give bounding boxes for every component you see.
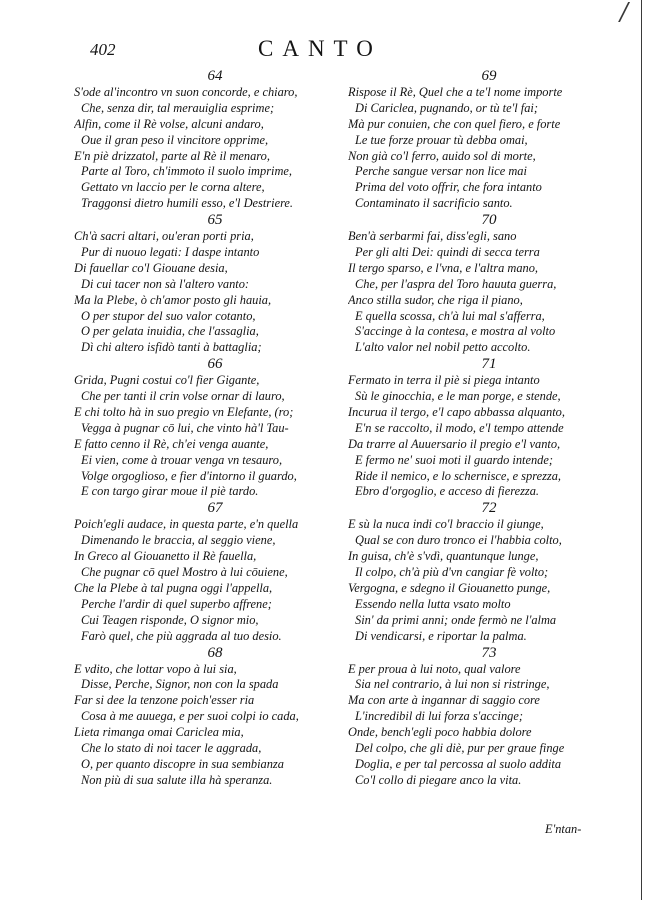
verse-line: Volge orgoglioso, e fier d'intorno il guardo, <box>81 468 297 483</box>
verse-line: Ch'à sacri altari, ou'eran porti pria, <box>74 229 254 244</box>
stanza-number: 71 <box>481 356 497 373</box>
verse-line: E fatto cenno il Rè, ch'ei venga auante, <box>74 436 269 451</box>
verse-line: Che, per l'aspra del Toro hauuta guerra, <box>355 276 557 291</box>
left-column <box>74 68 356 789</box>
verse-line: Che pugnar cō quel Mostro à lui cōuiene, <box>81 565 288 580</box>
verse-line: In Greco al Giouanetto il Rè fauella, <box>74 549 257 564</box>
verse-line: Pur di nuouo legati: I daspe intanto <box>81 245 260 260</box>
verse-line: Lieta rimanga omai Cariclea mia, <box>74 725 244 740</box>
verse-line: In guisa, ch'è s'vdì, quantunque lunge, <box>348 549 539 564</box>
verse-line: Fermato in terra il piè si piega intanto <box>348 373 540 388</box>
verse-line: Di fauellar co'l Giouane desia, <box>74 260 228 275</box>
page-number: 402 <box>90 40 116 59</box>
verse-line: E vdito, che lottar vopo à lui sia, <box>74 661 237 676</box>
verse-line: Che per tanti il crin volse ornar di lauro, <box>81 389 285 404</box>
verse-line: Qual se con duro tronco ei l'habbia colto, <box>355 533 562 548</box>
verse-line: O per stupor del suo valor cotanto, <box>81 308 256 323</box>
stanza <box>348 645 630 789</box>
verse-line: Traggonsi dietro humili esso, e'l Destriere. <box>81 196 294 211</box>
verse-line: Vergogna, e sdegno il Giouanetto punge, <box>348 580 551 595</box>
verse-line: Di Cariclea, pugnando, or tù te'l fai; <box>355 100 538 115</box>
verse-line: E fermo ne' suoi moti il guardo intende; <box>355 452 554 467</box>
verse-line: E sù la nuca indi co'l braccio il giunge, <box>348 517 544 532</box>
verse-line: E per proua à lui noto, qual valore <box>348 661 521 676</box>
verse-line: Mà pur conuien, che con quel fiero, e forte <box>348 116 561 131</box>
verse-line: Di cui tacer non sà l'altero vanto: <box>81 276 250 291</box>
verse-line: E quella scossa, ch'à lui mal s'afferra, <box>355 308 545 323</box>
verse-line: Perche sangue versar non lice mai <box>355 164 527 179</box>
verse-line: E con targo girar moue il piè tardo. <box>81 484 259 499</box>
verse-line: Perche l'ardir di quel superbo affrene; <box>81 596 272 611</box>
verse-line: Sin' da primi anni; onde fermò ne l'alma <box>355 612 557 627</box>
verse-line: E'n se raccolto, il modo, e'l tempo attende <box>355 420 564 435</box>
verse-line: Parte al Toro, ch'immoto il suolo imprime, <box>81 164 293 179</box>
stanza-number: 72 <box>481 500 497 517</box>
verse-line: Che, senza dir, tal merauiglia esprime; <box>81 100 275 115</box>
verse-line: Grida, Pugni costui co'l fier Gigante, <box>74 373 260 388</box>
stanza <box>74 212 356 356</box>
verse-line: L'incredibil di lui forza s'accinge; <box>355 709 523 724</box>
page-gutter-edge <box>641 0 642 900</box>
verse-line: Sia nel contrario, à lui non si ristringe, <box>355 677 550 692</box>
verse-line: Disse, Perche, Signor, non con la spada <box>81 677 279 692</box>
verse-line: Ma la Plebe, ò ch'amor posto gli hauia, <box>74 292 272 307</box>
verse-line: O, per quanto discopre in sua sembianza <box>81 756 284 771</box>
verse-line: Vegga à pugnar cō lui, che vinto hà'l Tau- <box>81 420 289 435</box>
running-title: CANTO <box>258 36 382 61</box>
stanza <box>348 68 630 212</box>
verse-line: S'ode al'incontro vn suon concorde, e chiaro, <box>74 85 298 99</box>
verse-line: Che lo stato di noi tacer le aggrada, <box>81 740 262 755</box>
verse-line: Contaminato il sacrificio santo. <box>355 196 513 211</box>
stanza <box>348 212 630 356</box>
verse-line: Far si dee la tenzone poich'esser ria <box>74 693 255 708</box>
verse-line: Gettato vn laccio per le corna altere, <box>81 180 265 195</box>
verse-line: Doglia, e per tal percossa al suolo addita <box>355 756 562 771</box>
verse-line: Poich'egli audace, in questa parte, e'n quella <box>74 517 299 532</box>
verse-line: E'n piè drizzatol, parte al Rè il menaro, <box>74 148 270 163</box>
verse-line: Non già co'l ferro, auido sol di morte, <box>348 148 536 163</box>
verse-line: E chi tolto hà in suo pregio vn Elefante, (ro; <box>74 405 294 420</box>
verse-line: Cosa à me auuega, e per suoi colpi io cada, <box>81 709 299 724</box>
verse-line: Cui Teagen risponde, O signor mio, <box>81 612 259 627</box>
stanza-number: 65 <box>207 212 223 229</box>
right-column <box>348 68 630 789</box>
verse-line: O per gelata inuidia, che l'assaglia, <box>81 324 259 339</box>
verse-line: Che la Plebe à tal pugna oggi l'appella, <box>74 580 273 595</box>
stanza-number: 67 <box>207 500 223 517</box>
verse-line: Dì chi altero isfidò tanti à battaglia; <box>81 340 262 355</box>
verse-line: Onde, bench'egli poco habbia dolore <box>348 725 532 740</box>
verse-line: Incurua il tergo, e'l capo abbassa alquanto, <box>348 405 565 420</box>
verse-line: Dimenando le braccia, al seggio viene, <box>81 533 276 548</box>
verse-line: Farò quel, che più aggrada al tuo desio. <box>81 628 282 643</box>
verse-line: Ma con arte à ingannar di saggio core <box>348 693 540 708</box>
verse-line: Di vendicarsi, e riportar la palma. <box>355 628 527 643</box>
verse-line: L'alto valor nel nobil petto accolto. <box>355 340 531 355</box>
verse-line: Ebro d'orgoglio, e acceso di fierezza. <box>355 484 540 499</box>
verse-line: Ei vien, come à trouar venga vn tesauro, <box>81 452 283 467</box>
verse-line: Co'l collo di piegare anco la vita. <box>355 772 522 787</box>
verse-line: Essendo nella lutta vsato molto <box>355 596 511 611</box>
verse-line: Prima del voto offrir, che fora intanto <box>355 180 542 195</box>
verse-line: Alfin, come il Rè volse, alcuni andaro, <box>74 116 264 131</box>
stanza-number: 73 <box>481 644 497 661</box>
verse-line: Ben'à serbarmi fai, diss'egli, sano <box>348 229 517 244</box>
verse-line: Oue il gran peso il vincitore opprime, <box>81 132 269 147</box>
stanza <box>348 500 630 644</box>
verse-line: Non più di sua salute illa hà speranza. <box>81 772 273 787</box>
verse-line: Le tue forze prouar tù debba omai, <box>355 132 528 147</box>
verse-line: Sù le ginocchia, e le man porge, e stende, <box>355 389 561 404</box>
stanza <box>74 500 356 644</box>
stanza <box>348 356 630 500</box>
catchword: E'ntan- <box>545 822 582 836</box>
stanza-number: 66 <box>207 356 223 373</box>
verse-line: Ride il nemico, e lo schernisce, e sprezza, <box>355 468 562 483</box>
stanza <box>74 68 356 212</box>
verse-line: Il tergo sparso, e l'vna, e l'altra mano, <box>348 260 538 275</box>
pencil-mark: / <box>620 0 629 26</box>
verse-line: Il colpo, ch'à più d'vn cangiar fè volto; <box>355 565 549 580</box>
verse-line: Rispose il Rè, Quel che a te'l nome importe <box>348 85 563 99</box>
verse-line: Del colpo, che gli diè, pur per graue finge <box>355 740 565 755</box>
stanza-number: 69 <box>481 68 497 84</box>
stanza <box>74 356 356 500</box>
verse-line: S'accinge à la contesa, e mostra al volto <box>355 324 556 339</box>
verse-line: Anco stilla sudor, che riga il piano, <box>348 292 523 307</box>
stanza-number: 68 <box>207 644 223 661</box>
stanza <box>74 645 356 789</box>
verse-line: Per gli alti Dei: quindi di secca terra <box>355 245 540 260</box>
verse-line: Da trarre al Auuersario il pregio e'l vanto, <box>348 436 561 451</box>
stanza-number: 64 <box>207 68 223 84</box>
stanza-number: 70 <box>481 212 497 229</box>
